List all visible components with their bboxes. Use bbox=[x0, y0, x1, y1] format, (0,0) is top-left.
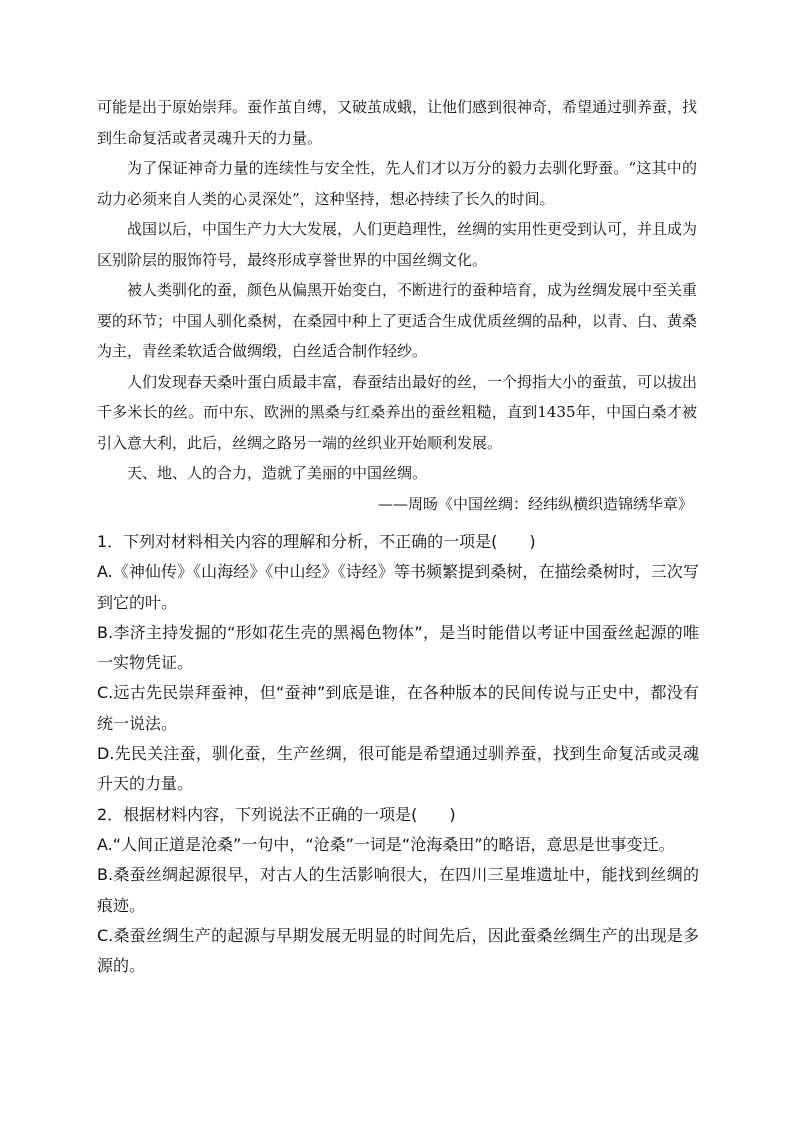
question-1-option-a: A.《神仙传》《山海经》《中山经》《诗经》等书频繁提到桑树，在描绘桑树时，三次写到它的叶。 bbox=[97, 562, 699, 612]
question-1-stem: 1．下列对材料相关内容的理解和分析，不正确的一项是( ) bbox=[97, 532, 536, 551]
question-1-option-d: D.先民关注蚕，驯化蚕，生产丝绸，很可能是希望通过驯养蚕，找到生命复活或灵魂升天的力量。 bbox=[97, 744, 699, 794]
question-section bbox=[97, 527, 699, 981]
passage-paragraph: 人们发现春天桑叶蛋白质最丰富，春蚕结出最好的丝，一个拇指大小的蚕茧，可以拔出千多米长的丝。而中东、欧洲的黑桑与红桑养出的蚕丝粗糙，直到1435年，中国白桑才被引入意大利，此后，丝绸之路另一端的丝织业开始顺利发展。 bbox=[97, 372, 698, 452]
question-2-option-b: B.桑蚕丝绸起源很早，对古人的生活影响很大，在四川三星堆遗址中，能找到丝绸的痕迹。 bbox=[97, 865, 699, 915]
passage-paragraph: 战国以后，中国生产力大大发展，人们更趋理性，丝绸的实用性更受到认可，并且成为区别阶层的服饰符号，最终形成享誉世界的中国丝绸文化。 bbox=[97, 220, 698, 269]
question-1-option-b: B.李济主持发掘的“形如花生壳的黑褐色物体”，是当时能借以考证中国蚕丝起源的唯一实物凭证。 bbox=[97, 622, 699, 673]
question-1-option-c: C.远古先民崇拜蚕神，但“蚕神”到底是谁，在各种版本的民间传说与正史中，都没有统一说法。 bbox=[97, 683, 699, 733]
reading-passage bbox=[97, 92, 697, 519]
passage-paragraph: 可能是出于原始崇拜。蚕作茧自缚，又破茧成蛾，让他们感到很神奇，希望通过驯养蚕，找到生命复活或者灵魂升天的力量。 bbox=[97, 98, 698, 147]
passage-attribution: ——周旸《中国丝绸：经纬纵横织造锦绣华章》 bbox=[377, 494, 693, 513]
passage-paragraph: 被人类驯化的蚕，颜色从偏黑开始变白，不断进行的蚕种培育，成为丝绸发展中至关重要的环节；中国人驯化桑树，在桑园中种上了更适合生成优质丝绸的品种，以青、白、黄桑为主，青丝柔软适合做绸缎，白丝适合制作轻纱。 bbox=[97, 281, 698, 360]
passage-paragraph: 天、地、人的合力，造就了美丽的中国丝绸。 bbox=[127, 464, 428, 482]
question-2-option-c: C.桑蚕丝绸生产的起源与早期发展无明显的时间先后，因此蚕桑丝绸生产的出现是多源的。 bbox=[97, 925, 699, 976]
question-2-stem: 2．根据材料内容，下列说法不正确的一项是( ) bbox=[97, 804, 456, 824]
passage-paragraph: 为了保证神奇力量的连续性与安全性，先人们才以万分的毅力去驯化野蚕。“这其中的动力必须来自人类的心灵深处”，这种坚持，想必持续了长久的时间。 bbox=[97, 159, 697, 208]
question-2-option-a: A.“人间正道是沧桑”一句中，“沧桑”一词是“沧海桑田”的略语，意思是世事变迁。 bbox=[97, 834, 675, 854]
